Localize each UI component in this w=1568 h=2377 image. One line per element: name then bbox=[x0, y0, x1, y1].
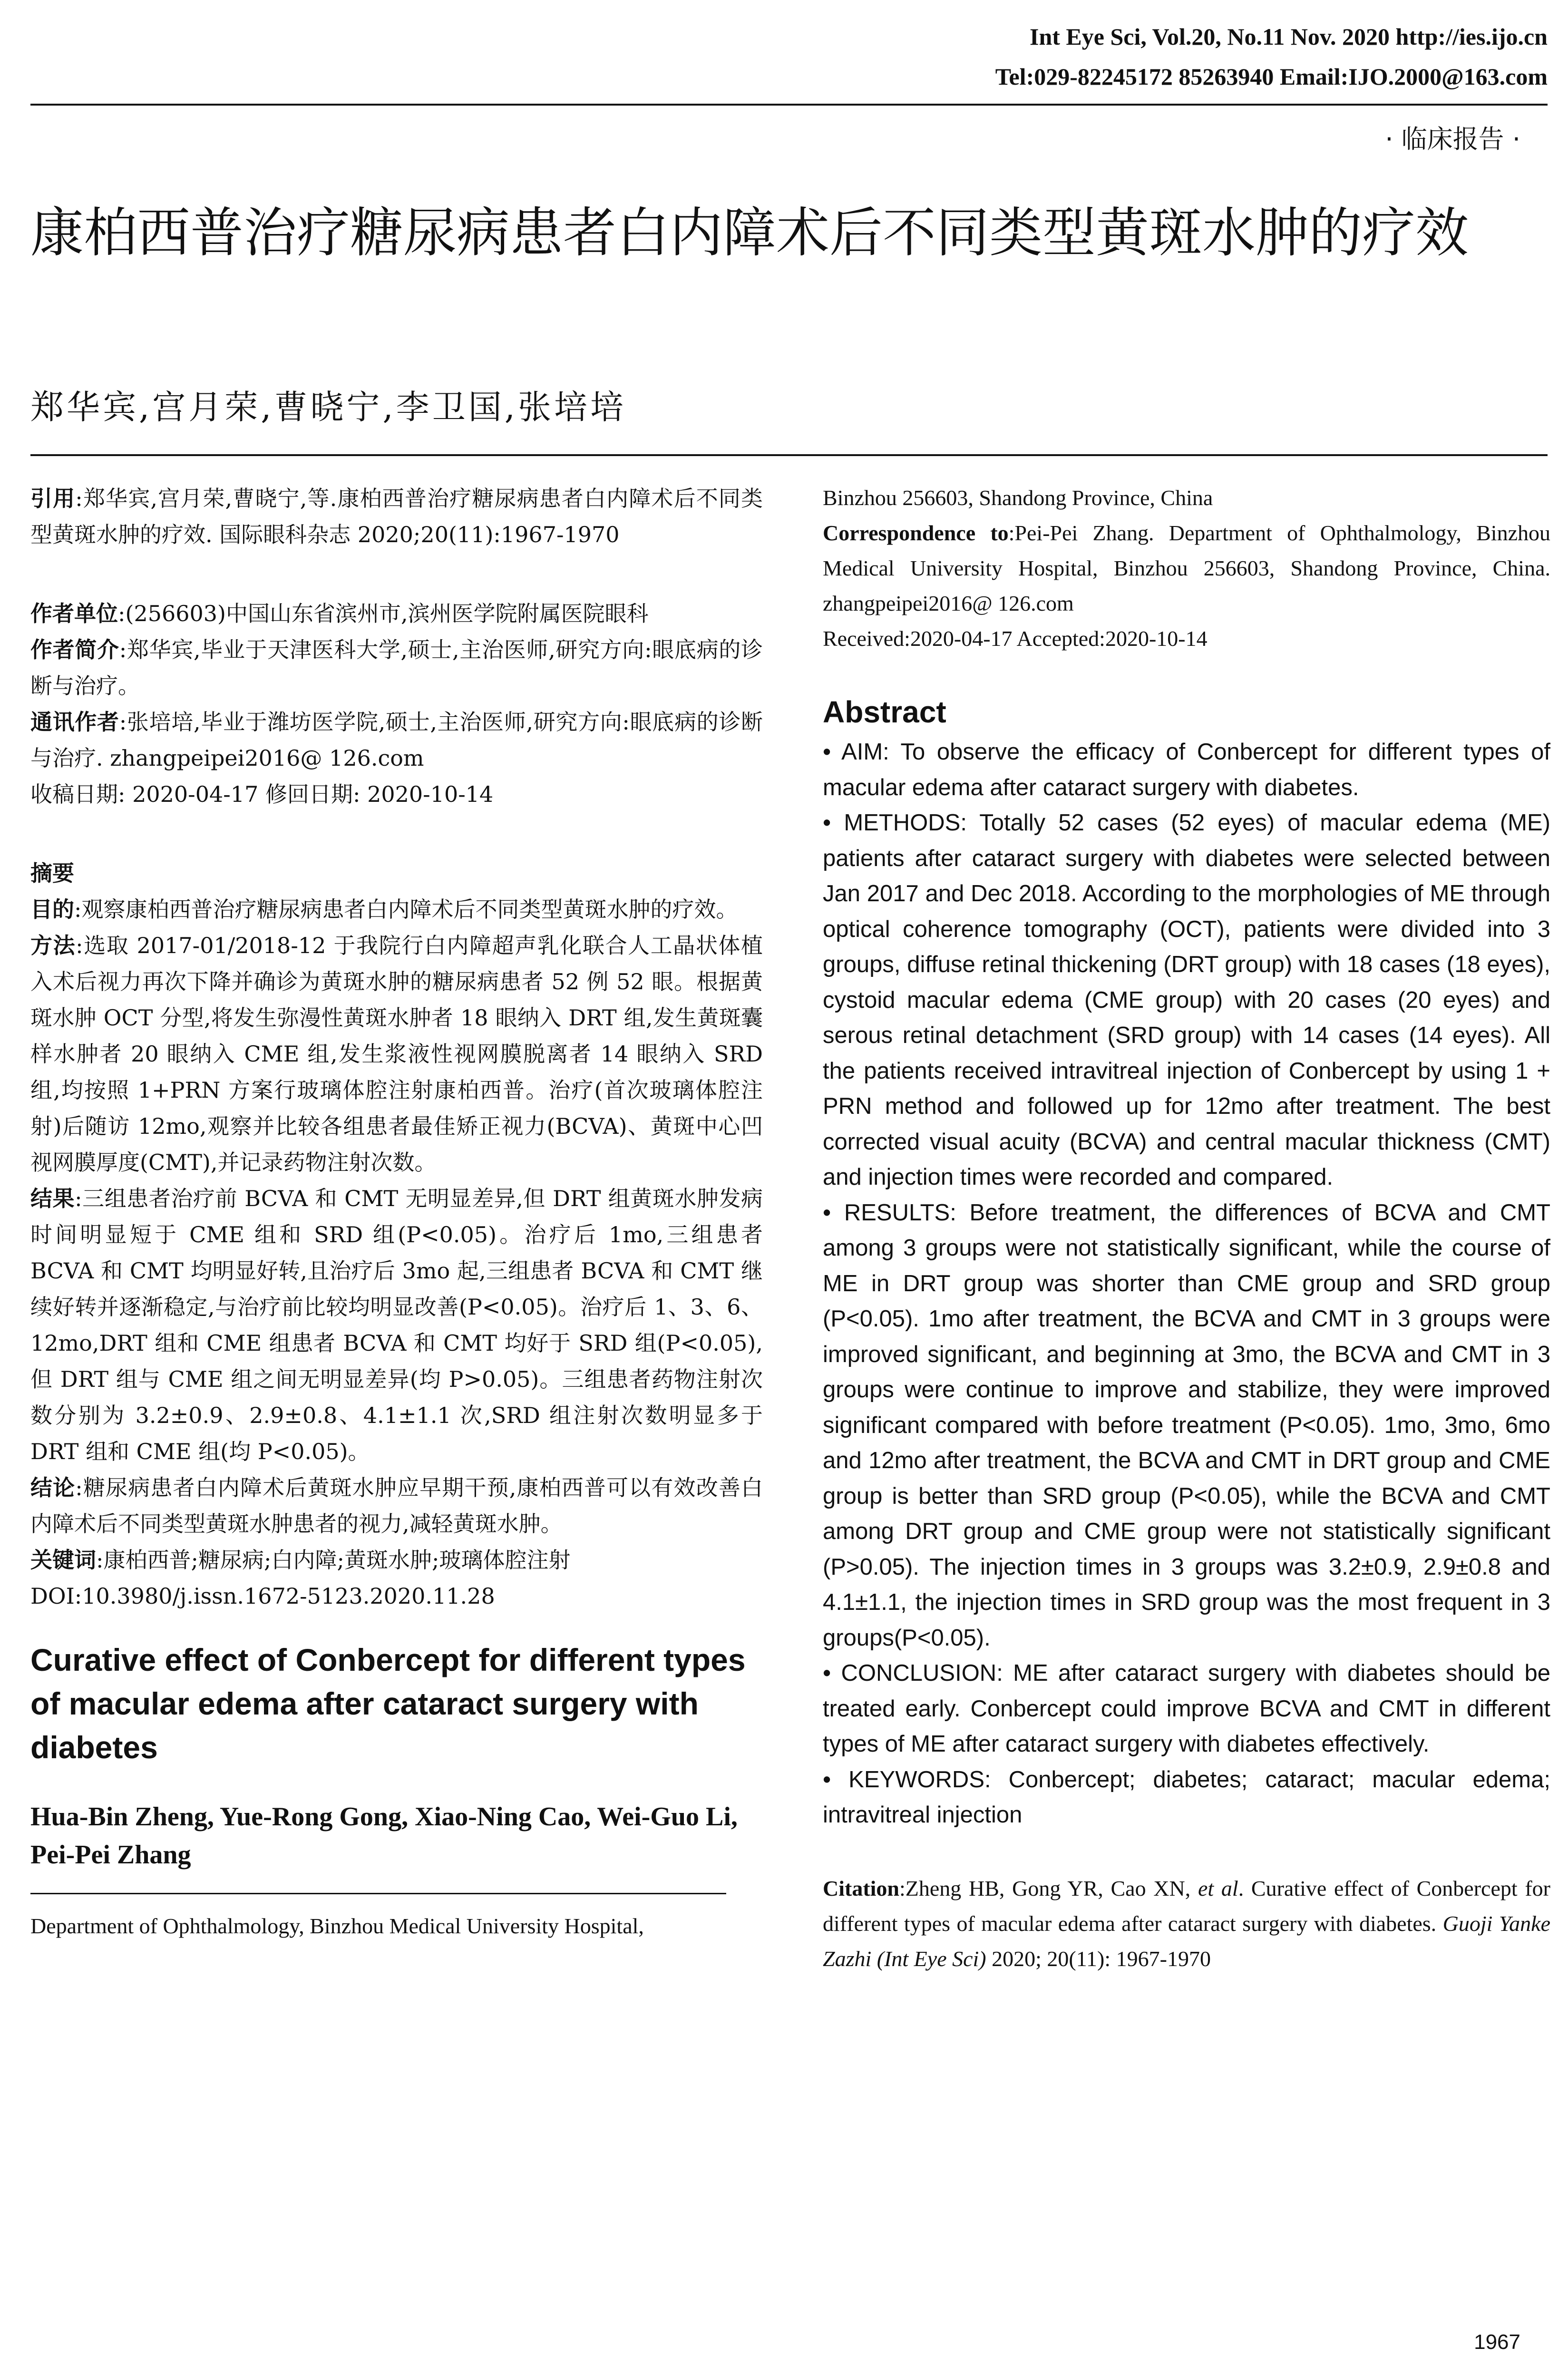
conclusion-cn bbox=[30, 1470, 763, 1542]
article-title-cn: 康柏西普治疗糖尿病患者白内障术后不同类型黄斑水肿的疗效 bbox=[30, 202, 1469, 264]
citation-en-post: 2020; 20(11): 1967-1970 bbox=[986, 1946, 1211, 1971]
authors-en: Hua-Bin Zheng, Yue-Rong Gong, Xiao-Ning Cao, Wei-Guo Li, Pei-Pei Zhang bbox=[30, 1802, 738, 1870]
results-cn bbox=[30, 1180, 763, 1470]
article-title-en: Curative effect of Conbercept for different types of macular edema after cataract surgery with diabetes bbox=[30, 1642, 746, 1765]
aim-cn bbox=[30, 891, 763, 927]
citation-cn-text: :郑华宾,宫月荣,曹晓宁,等.康柏西普治疗糖尿病患者白内障术后不同类型黄斑水肿的疗效. 国际眼科杂志 2020;20(11):1967-1970 bbox=[30, 486, 763, 547]
citation-en-mid: . Curative effect of Conbercept for different types of macular edema after cataract surgery with diabetes. bbox=[823, 1876, 1551, 1936]
section-tag: · 临床报告 · bbox=[1385, 124, 1520, 154]
conclusion-en: • CONCLUSION: ME after cataract surgery with diabetes should be treated early. Conbercept could improve BCVA and CMT in different types of ME after cataract surgery with diabetes effectively. bbox=[823, 1660, 1550, 1757]
author-bio-cn bbox=[30, 632, 763, 704]
keywords-en: • KEYWORDS: Conbercept; diabetes; cataract; macular edema; intravitreal injection bbox=[823, 1766, 1550, 1828]
affiliation-rule bbox=[30, 1893, 726, 1894]
author-bio-cn-label: 作者简介 bbox=[30, 637, 119, 662]
abstract-heading-cn-text: 摘要 bbox=[30, 860, 74, 886]
results-cn-text: :三组患者治疗前 BCVA 和 CMT 无明显差异,但 DRT 组黄斑水肿发病时间明显短于 CME 组和 SRD 组(P<0.05)。治疗后 1mo,三组患者 BCVA 和 CMT 均明显好转,且治疗后 3mo 起,三组患者 BCVA 和 CMT 继续好转并逐渐稳定,与治疗前比较均明显改善(P<0.05)。治疗后 1、3、6、12mo,DRT 组和 CME 组患者 BCVA 和 CMT 均好于 SRD 组(P<0.05),但 DRT 组与 CME 组之间无明显差异(均 P>0.05)。三组患者药物注射次数分别为 3.2±0.9、2.9±0.8、4.1±1.1 次,SRD 组注射次数明显多于 DRT 组和 CME 组(均 P<0.05)。 bbox=[30, 1186, 763, 1464]
correspondence-en bbox=[823, 516, 1550, 621]
citation-cn-label: 引用 bbox=[30, 486, 76, 511]
contact-info-line: Tel:029-82245172 85263940 Email:IJO.2000@163.com bbox=[995, 63, 1548, 90]
authors-cn: 郑华宾,宫月荣,曹晓宁,李卫国,张培培 bbox=[30, 388, 627, 427]
conclusion-cn-text: :糖尿病患者白内障术后黄斑水肿应早期干预,康柏西普可以有效改善白内障术后不同类型黄斑水肿患者的视力,减轻黄斑水肿。 bbox=[30, 1475, 763, 1537]
conclusion-cn-label: 结论 bbox=[30, 1475, 76, 1500]
right-column bbox=[823, 480, 1550, 1977]
results-cn-label: 结果 bbox=[30, 1186, 75, 1211]
citation-cn bbox=[30, 480, 763, 553]
affiliation-cn-text: :(256603)中国山东省滨州市,滨州医学院附属医院眼科 bbox=[118, 601, 649, 626]
methods-cn-text: :选取 2017-01/2018-12 于我院行白内障超声乳化联合人工晶状体植入术后视力再次下降并确诊为黄斑水肿的糖尿病患者 52 例 52 眼。根据黄斑水肿 OCT 分型,将发生弥漫性黄斑水肿者 18 眼纳入 DRT 组,发生黄斑囊样水肿者 20 眼纳入 CME 组,发生浆液性视网膜脱离者 14 眼纳入 SRD 组,均按照 1+PRN 方案行玻璃体腔注射康柏西普。治疗(首次玻璃体腔注射)后随访 12mo,观察并比较各组患者最佳矫正视力(BCVA)、黄斑中心凹视网膜厚度(CMT),并记录药物注射次数。 bbox=[30, 933, 763, 1175]
aim-cn-label: 目的 bbox=[30, 896, 74, 922]
running-header bbox=[30, 19, 1548, 100]
keywords-cn bbox=[30, 1542, 763, 1578]
corresponding-author-cn-text: :张培培,毕业于潍坊医学院,硕士,主治医师,研究方向:眼底病的诊断与治疗. zhangpeipei2016@ 126.com bbox=[30, 709, 763, 771]
dates-cn: 收稿日期: 2020-04-17 修回日期: 2020-10-14 bbox=[30, 781, 494, 807]
author-bio-cn-text: :郑华宾,毕业于天津医科大学,硕士,主治医师,研究方向:眼底病的诊断与治疗。 bbox=[30, 637, 763, 699]
results-en: • RESULTS: Before treatment, the differences of BCVA and CMT among 3 groups were not statistically significant, while the course of ME in DRT group was shorter than CME group and SRD group (P<0.05). 1mo after treatment, the BCVA and CMT in 3 groups were improved significant, and beginning at 3mo, the BCVA and CMT in 3 groups were continue to improve and stabilize, they were improved significant compared with before treatment (P<0.05). 1mo, 3mo, 6mo and 12mo after treatment, the BCVA and CMT in DRT group and CME group is better than SRD group (P<0.05), while the BCVA and CMT among DRT group and CME group were not statistically significant (P>0.05). The injection times in 3 groups was 3.2±0.9, 2.9±0.8 and 4.1±1.1, the injection times in SRD group was the most frequent in 3 groups(P<0.05). bbox=[823, 1199, 1550, 1651]
corresponding-author-cn-label: 通讯作者 bbox=[30, 709, 119, 735]
citation-en-pre: :Zheng HB, Gong YR, Cao XN, bbox=[899, 1876, 1198, 1900]
aim-cn-text: :观察康柏西普治疗糖尿病患者白内障术后不同类型黄斑水肿的疗效。 bbox=[74, 896, 738, 922]
aim-en: • AIM: To observe the efficacy of Conbercept for different types of macular edema after cataract surgery with diabetes. bbox=[823, 739, 1550, 800]
correspondence-en-label: Correspondence to bbox=[823, 521, 1009, 545]
abstract-heading-cn bbox=[30, 855, 763, 891]
citation-en-journal: Guoji Yanke Zazhi (Int Eye Sci) bbox=[823, 1911, 1550, 1971]
correspondence-en-text: :Pei-Pei Zhang. Department of Ophthalmology, Binzhou Medical University Hospital, Binzhou 256603, Shandong Province, China. zhangpeipei2016@ 126.com bbox=[823, 521, 1550, 615]
keywords-cn-label: 关键词 bbox=[30, 1547, 96, 1573]
doi[interactable]: DOI:10.3980/j.issn.1672-5123.2020.11.28 bbox=[30, 1583, 495, 1609]
citation-en-etal: et al bbox=[1198, 1876, 1238, 1900]
affiliation-cn-label: 作者单位 bbox=[30, 601, 118, 626]
methods-cn-label: 方法 bbox=[30, 933, 76, 958]
header-rule bbox=[30, 104, 1548, 106]
corresponding-author-cn bbox=[30, 704, 763, 776]
affiliation-en-continued: Binzhou 256603, Shandong Province, China bbox=[823, 486, 1213, 510]
journal-info-line: Int Eye Sci, Vol.20, No.11 Nov. 2020 http://ies.ijo.cn bbox=[1030, 23, 1548, 50]
abstract-heading-en: Abstract bbox=[823, 695, 946, 729]
affiliation-en: Department of Ophthalmology, Binzhou Medical University Hospital, bbox=[30, 1914, 644, 1938]
citation-en bbox=[823, 1871, 1550, 1977]
title-rule bbox=[30, 454, 1548, 456]
methods-en: • METHODS: Totally 52 cases (52 eyes) of macular edema (ME) patients after cataract surgery with diabetes were selected between Jan 2017 and Dec 2018. According to the morphologies of ME through optical coherence tomography (OCT), patients were divided into 3 groups, diffuse retinal thickening (DRT group) with 18 cases (18 eyes), cystoid macular edema (CME group) with 20 cases (20 eyes) and serous retinal detachment (SRD group) with 14 cases (14 eyes). All the patients received intravitreal injection of Conbercept by using 1 + PRN method and followed up for 12mo after treatment. The best corrected visual acuity (BCVA) and central macular thickness (CMT) and injection times were recorded and compared. bbox=[823, 810, 1550, 1190]
keywords-cn-text: :康柏西普;糖尿病;白内障;黄斑水肿;玻璃体腔注射 bbox=[96, 1547, 571, 1573]
citation-en-label: Citation bbox=[823, 1876, 899, 1900]
methods-cn bbox=[30, 927, 763, 1180]
affiliation-cn bbox=[30, 595, 763, 632]
received-accepted-dates: Received:2020-04-17 Accepted:2020-10-14 bbox=[823, 626, 1208, 651]
left-column bbox=[30, 480, 763, 1944]
page-number: 1967 bbox=[1474, 2330, 1520, 2354]
